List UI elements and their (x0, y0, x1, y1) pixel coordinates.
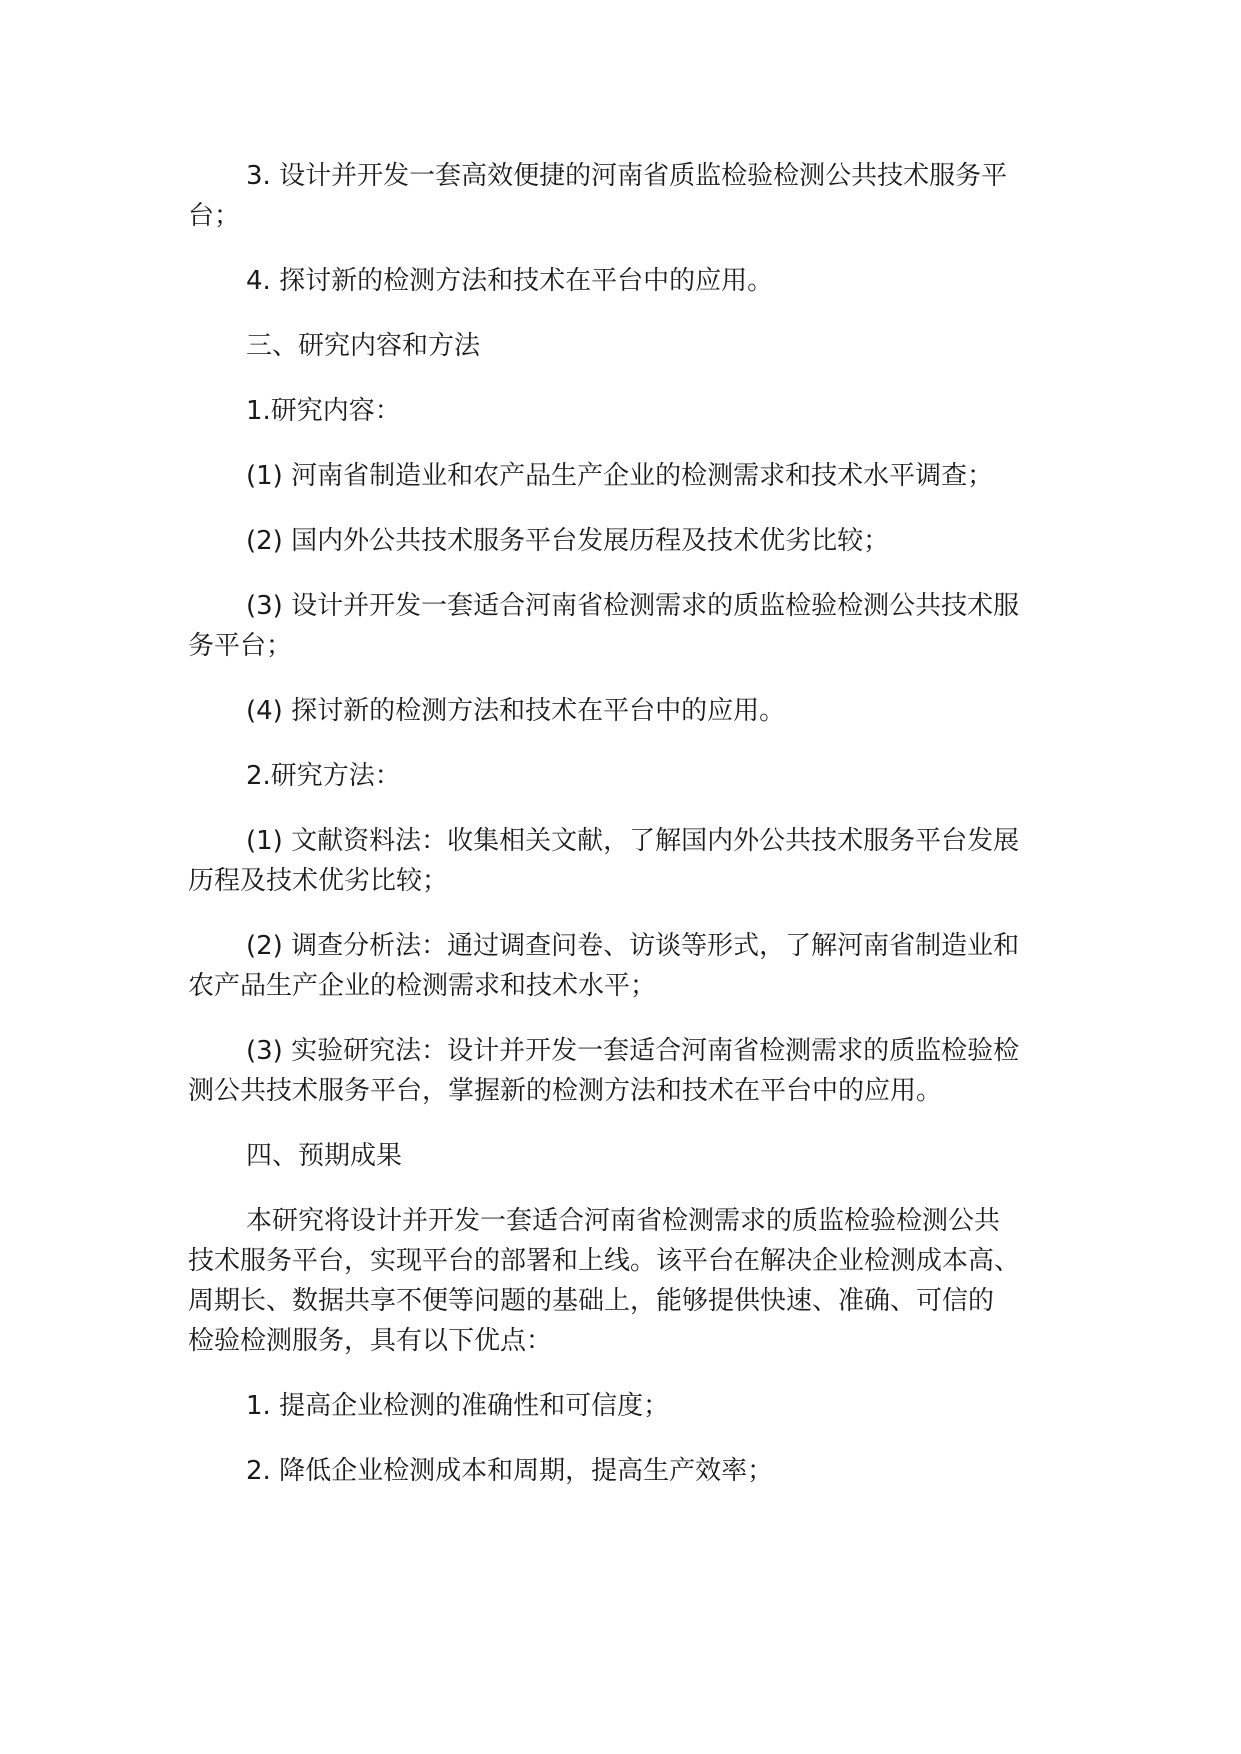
text-line: (2) 调查分析法：通过调查问卷、访谈等形式，了解河南省制造业和 (246, 931, 1020, 961)
paragraph-method-2 (188, 926, 1068, 1006)
text-line: 历程及技术优劣比较； (188, 866, 449, 896)
paragraph-content-1 (188, 456, 1068, 496)
text-line: 测公共技术服务平台，掌握新的检测方法和技术在平台中的应用。 (188, 1076, 943, 1106)
text-line: (1) 文献资料法：收集相关文献，了解国内外公共技术服务平台发展 (246, 826, 1020, 856)
text-line: 农产品生产企业的检测需求和技术水平； (188, 971, 657, 1001)
paragraph-objective-4 (188, 261, 1068, 301)
paragraph-content-3 (188, 586, 1068, 666)
text-line: 1.研究内容： (246, 396, 401, 426)
text-line: (1) 河南省制造业和农产品生产企业的检测需求和技术水平调查； (246, 461, 994, 491)
text-line: 技术服务平台，实现平台的部署和上线。该平台在解决企业检测成本高、 (188, 1246, 1021, 1276)
paragraph-content-4 (188, 691, 1068, 731)
text-line: (2) 国内外公共技术服务平台发展历程及技术优劣比较； (246, 526, 890, 556)
section-heading-research-content-methods (188, 326, 1068, 366)
subheading-research-methods (188, 756, 1068, 796)
subheading-research-content (188, 391, 1068, 431)
paragraph-advantage-1 (188, 1386, 1068, 1426)
text-line: 四、预期成果 (246, 1141, 403, 1171)
text-line: 周期长、数据共享不便等问题的基础上，能够提供快速、准确、可信的 (188, 1286, 995, 1316)
paragraph-advantage-2 (188, 1451, 1068, 1491)
paragraph-method-3 (188, 1031, 1068, 1111)
text-line: 2.研究方法： (246, 761, 401, 791)
paragraph-objective-3 (188, 156, 1068, 236)
text-line: 4. 探讨新的检测方法和技术在平台中的应用。 (246, 266, 774, 296)
paragraph-method-1 (188, 821, 1068, 901)
text-line: 3. 设计并开发一套高效便捷的河南省质监检验检测公共技术服务平 (246, 161, 1008, 191)
text-line: 2. 降低企业检测成本和周期，提高生产效率； (246, 1456, 774, 1486)
document-body (188, 156, 1068, 1516)
text-line: 台； (188, 201, 241, 231)
text-line: 三、研究内容和方法 (246, 331, 481, 361)
text-line: (4) 探讨新的检测方法和技术在平台中的应用。 (246, 696, 786, 726)
text-line: 本研究将设计并开发一套适合河南省检测需求的质监检验检测公共 (246, 1206, 1001, 1236)
paragraph-expected-results-summary (188, 1201, 1068, 1361)
text-line: 1. 提高企业检测的准确性和可信度； (246, 1391, 670, 1421)
text-line: (3) 设计并开发一套适合河南省检测需求的质监检验检测公共技术服 (246, 591, 1020, 621)
section-heading-expected-results (188, 1136, 1068, 1176)
text-line: 检验检测服务，具有以下优点： (188, 1326, 553, 1356)
text-line: (3) 实验研究法：设计并开发一套适合河南省检测需求的质监检验检 (246, 1036, 1020, 1066)
text-line: 务平台； (188, 631, 293, 661)
paragraph-content-2 (188, 521, 1068, 561)
